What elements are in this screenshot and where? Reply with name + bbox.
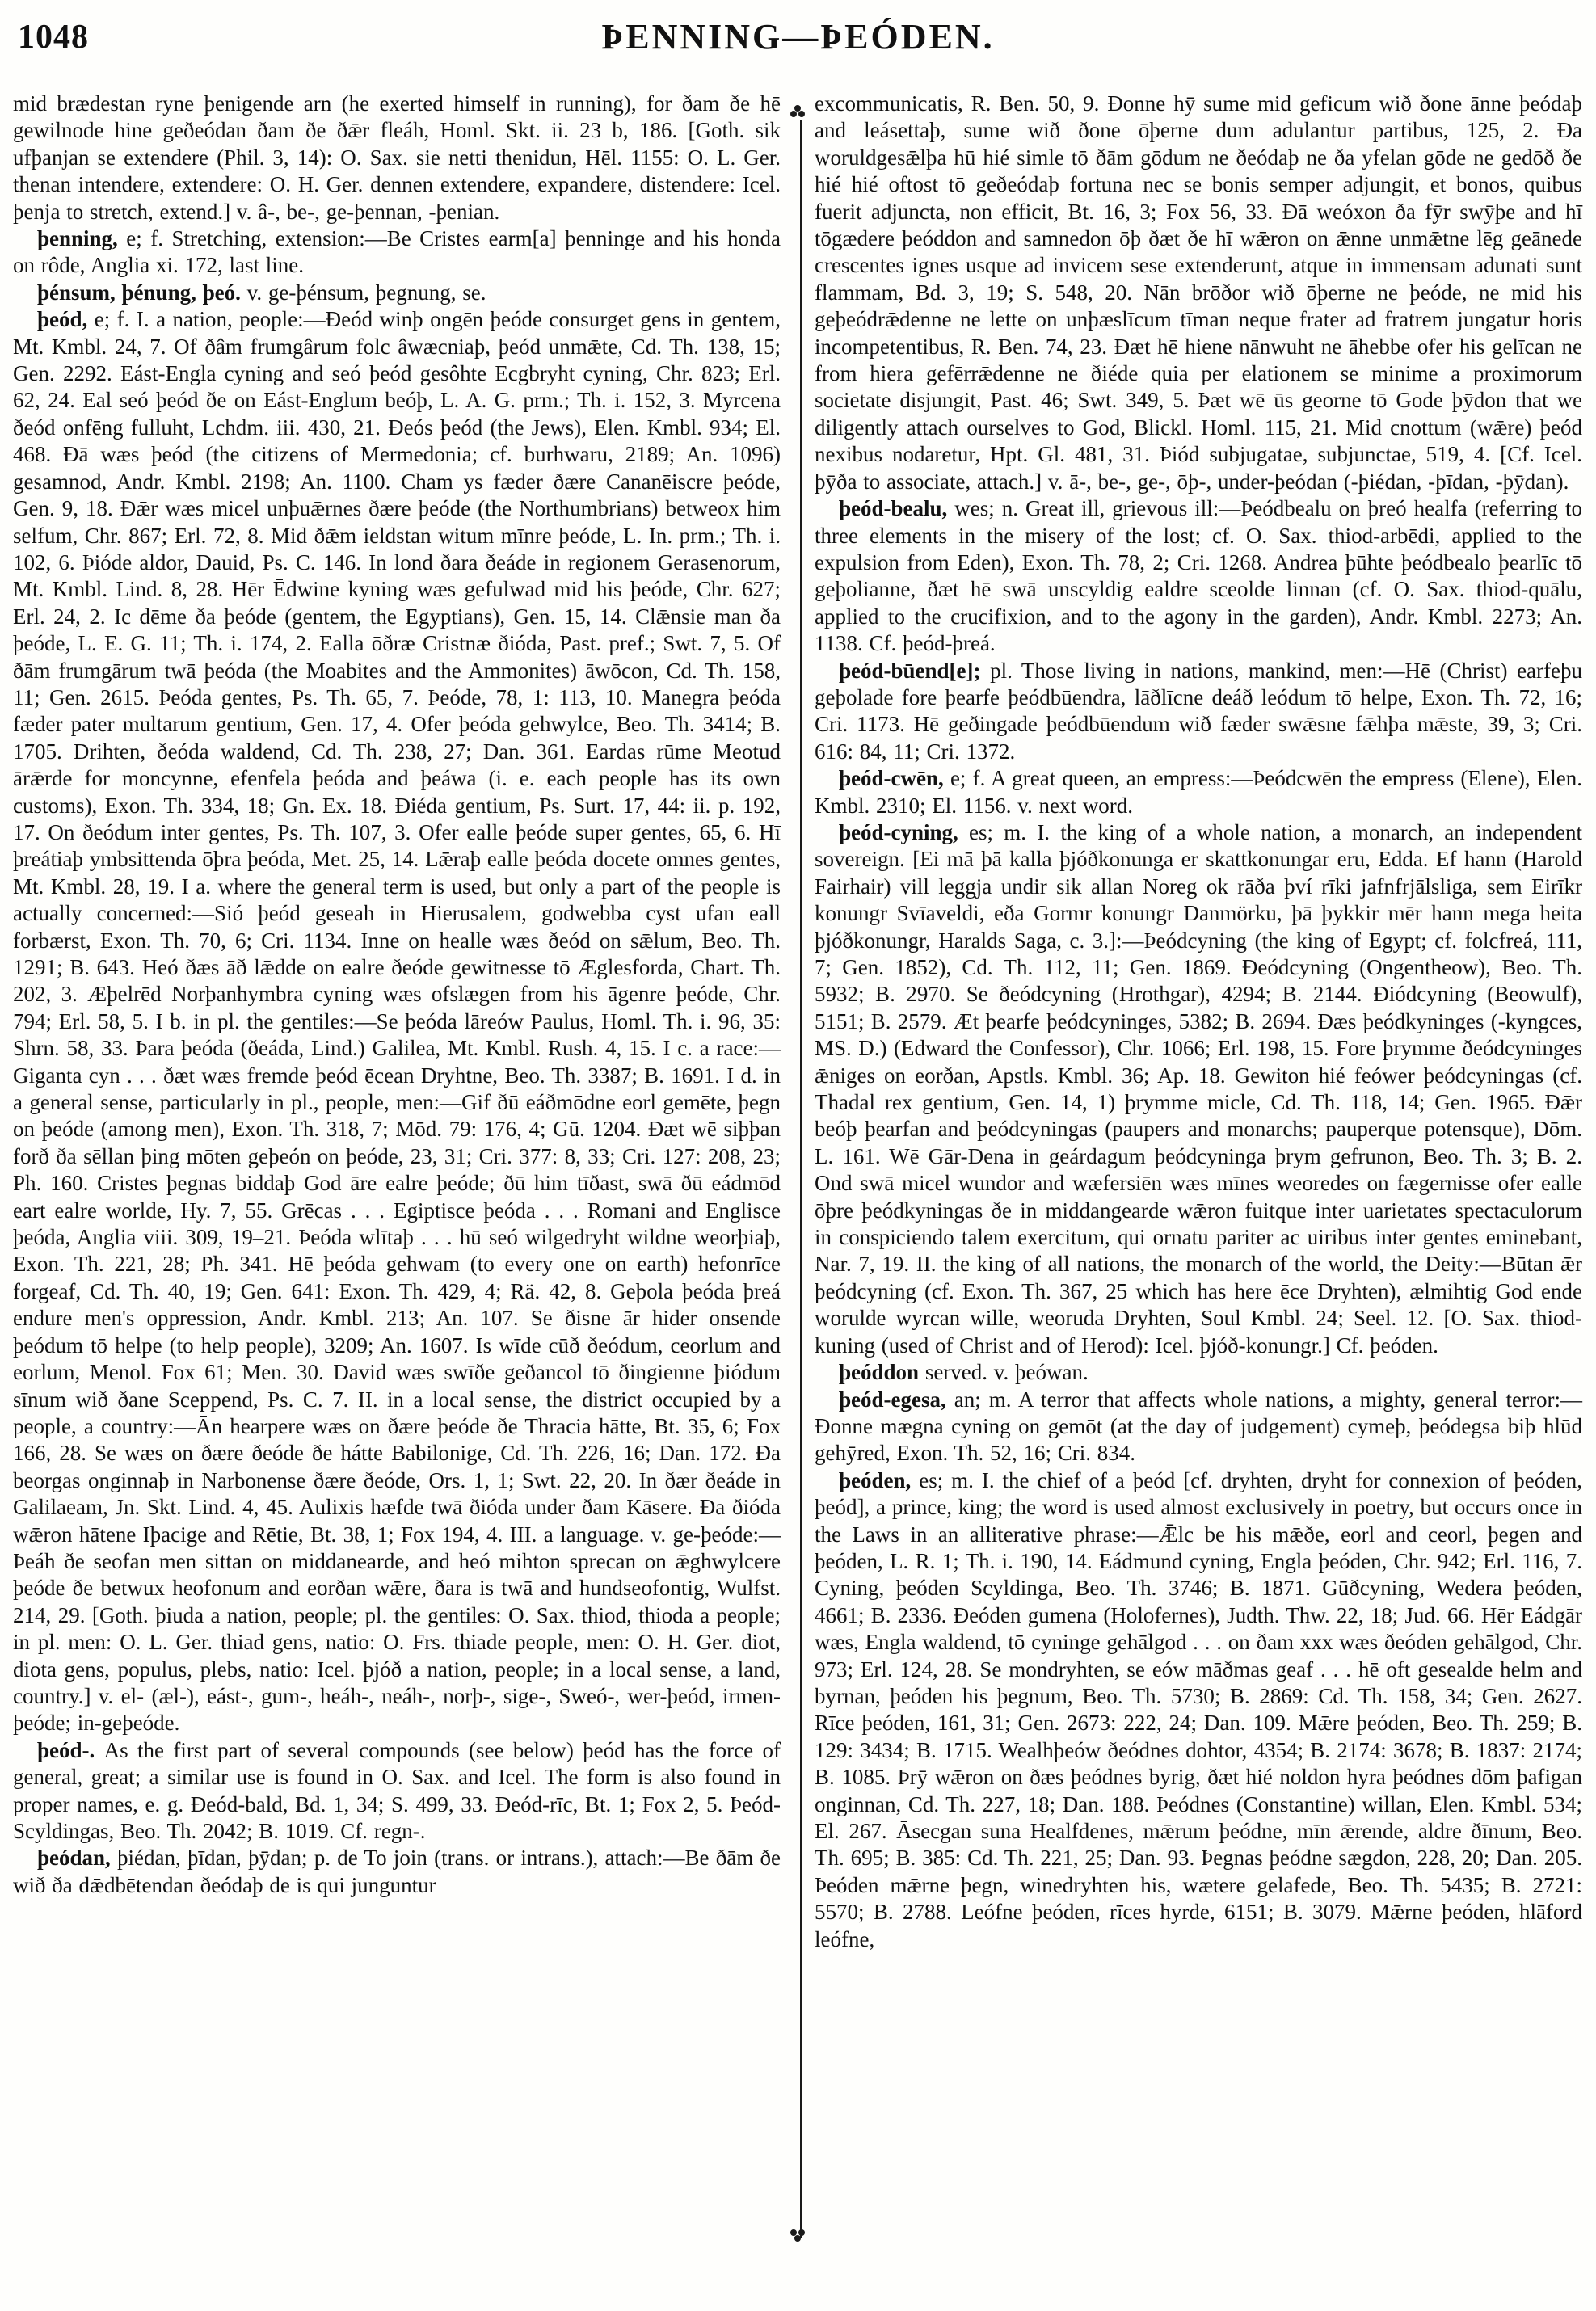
entry-headword: þeód, <box>37 307 95 332</box>
continuation-paragraph: excommunicatis, R. Ben. 50, 9. Ðonne hȳ sume mid geficum wið ðone ānne þeódaþ and leásettaþ, sume wið ðone ōþerne dum adulantur partibus, 125, 2. Ða woruldgesǣlþa hū hié simle tō ðām gōdum ne ðeódaþ ne ða yfelan gōde ne gedōð ðe hié hié oftost tō geðeódaþ fortuna nec se bonis semper adjungit, et bonos, quibus fuerit adjuncta, non efficit, Bt. 16, 3; Fox 56, 33. Ðā weóxon ða fȳr swȳþe and hī tōgædere þeóddon and samnedon ōþ ðæt ðe hī wǣron on ǣnne unmǣtne lēg geānede crescentes ignes usque ad invicem sese extenderunt, atque in immensam adunati sunt flammam, Bd. 3, 19; S. 548, 20. Nān brōðor wið ōþerne ne þeóde, ne mid his geþeódrǣdenne ne lette on unþæslīcum tīman neque frater ad fratrem jungatur horis incompetentibus, R. Ben. 74, 23. Ðæt hē hiene nānwuht ne āhebbe ofer his gelīcan ne from hiera gefērrǣdenne ne ðiéde quia per elationem se minime a proximorum societate disjungit, Past. 46; Swt. 349, 5. Þæt wē ūs georne tō Gode þȳdon that we diligently attach ourselves to God, Blickl. Homl. 115, 21. Mid cnottum (wǣre) þeód nexibus nodaretur, Hpt. Gl. 481, 31. Þiód subjugatae, subjunctae, 519, 4. [Cf. Icel. þȳða to associate, attach.] v. ā-, be-, ge-, ōþ-, under-þeódan (-þiédan, -þīdan, -þȳdan). <box>815 91 1582 494</box>
dictionary-entry: þénsum, þénung, þeó. v. ge-þénsum, þegnung, se. <box>37 280 486 305</box>
entry-headword: þeód-bealu, <box>839 496 955 521</box>
entry-headword: þeóden, <box>839 1467 920 1492</box>
dictionary-entry: þeód-cwēn, e; f. A great queen, an empress:—Þeódcwēn the empress (Elene), Elen. Kmbl. 2310; El. 1156. v. next word. <box>815 766 1583 818</box>
dictionary-entry: þeód-. As the first part of several compounds (see below) þeód has the force of general, great; a similar use is found in O. Sax. and Icel. The form is also found in proper names, e. g. Ðeód-bald, Bd. 1, 34; S. 499, 33. Ðeód-rīc, Bt. 1; Fox 2, 5. Þeód-Scyldingas, Beo. Th. 2042; B. 1019. Cf. regn-. <box>13 1737 781 1843</box>
continuation-paragraph: mid brædestan ryne þenigende arn (he exerted himself in running), for ðam ðe hē gewilnode hine geðeódan ðam ðe ðǣr fleáh, Homl. Skt. ii. 23 b, 186. [Goth. sik ufþanjan se extendere (Phil. 3, 14): O. Sax. sie netti thenidun, Hēl. 1155: O. L. Ger. thenan intendere, extendere: O. H. Ger. dennen extendere, expandere, distendere: Icel. þenja to stretch, extend.] v. â-, be-, ge-þennan, -þenian. <box>13 91 781 224</box>
dictionary-entry: þeód-bealu, wes; n. Great ill, grievous ill:—Þeódbealu on þreó healfa (referring to three elements in the misery of the lost; cf. O. Sax. thiod-arbēdi, applied to the expulsion from Eden), Exon. Th. 78, 2; Cri. 1268. Andrea þūhte þeódbealo þearlīc tō geþolianne, ðæt hē swā unscyldig ealdre sceolde linnan (cf. O. Sax. thiod-quālu, applied to the crucifixion, and to the agony in the garden), Andr. Kmbl. 2273; An. 1138. Cf. þeód-þreá. <box>815 496 1582 656</box>
entry-headword: þeód-egesa, <box>839 1387 954 1412</box>
dictionary-entry: þeód, e; f. I. a nation, people:—Ðeód winþ ongēn þeóde consurget gens in gentem, Mt. Kmbl. 24, 7. Of ðâm frumgârum folc âwæcniaþ, þeód unmǣte, Cd. Th. 138, 15; Gen. 2292. Eást-Engla cyning and seó þeód gesôhte Ecgbryht cyning, Chr. 823; Erl. 62, 24. Eal seó þeód ðe on Eást-Englum beóþ, L. A. G. prm.; Th. i. 152, 3. Myrcena ðeód onfēng fulluht, Lchdm. iii. 430, 21. Ðeós þeód (the Jews), Elen. Kmbl. 934; El. 468. Ðā wæs þeód (the citizens of Mermedonia; cf. burhwaru, 2189; An. 1096) gesamnod, Andr. Kmbl. 2198; An. 1100. Cham ys fæder ðære Cananēiscre þeóde, Gen. 9, 18. Ðǣr wæs micel unþuǣrnes ðære þeóde (the Northumbrians) betweox him selfum, Chr. 867; Erl. 72, 8. Mid ðǣm ieldstan witum mīnre þeóde, L. In. prm.; Th. i. 102, 6. Þióde aldor, Dauid, Ps. C. 146. In lond ðara ðeáde in regionem Gerasenorum, Mt. Kmbl. Lind. 8, 28. Hēr Ēdwine kyning wæs gefulwad mid his þeóde, Chr. 627; Erl. 24, 2. Ic dēme ða þeóde (gentem, the Egyptians), Gen. 15, 14. Clǣnsie man ða þeóde, L. E. G. 11; Th. i. 174, 2. Ealla ōðræ Cristnæ ðióda, Past. pref.; Swt. 7, 5. Of ðām frumgārum twā þeóda (the Moabites and the Ammonites) āwōcon, Cd. Th. 158, 11; Gen. 2615. Þeóda gentes, Ps. Th. 65, 7. Þeóde, 78, 1: 113, 10. Manegra þeóda fæder pater multarum gentium, Gen. 17, 4. Ofer þeóda gehwylce, Beo. Th. 3414; B. 1705. Drihten, ðeóda waldend, Cd. Th. 238, 27; Dan. 361. Eardas rūme Meotud ārǣrde for moncynne, efenfela þeóda and þeáwa (i. e. each people has its own customs), Exon. Th. 334, 18; Gn. Ex. 18. Ðiéda gentium, Ps. Surt. 17, 44: ii. p. 192, 17. On ðeódum inter gentes, Ps. Th. 107, 3. Ofer ealle þeóde super gentes, 65, 6. Hī þreátiaþ ymbsittenda ōþra þeóda, Met. 25, 14. Lǣraþ ealle þeóda docete omnes gentes, Mt. Kmbl. 28, 19. I a. where the general term is used, but only a part of the people is actually concerned:—Sió þeód geseah in Hierusalem, godwebba cyst ufan eall forbærst, Exon. Th. 70, 6; Cri. 1134. Inne on healle wæs ðeód on sǣlum, Beo. Th. 1291; B. 643. Heó ðæs āð lǣdde on ealre ðeóde gewitnesse tō Æglesforda, Chart. Th. 202, 3. Æþelrēd Norþanhymbra cyning wæs ofslægen from his āgenre þeóde, Chr. 794; Erl. 58, 5. I b. in pl. the gentiles:—Se þeóda lāreów Paulus, Homl. Th. i. 96, 35: Shrn. 58, 33. Þara þeóda (ðeáda, Lind.) Galilea, Mt. Kmbl. Rush. 4, 15. I c. a race:—Giganta cyn . . . ðæt wæs fremde þeód ēcean Dryhtne, Beo. Th. 3387; B. 1691. I d. in a general sense, particularly in pl., people, men:—Gif ðū eáðmōdne eorl gemēte, þegn on þeóde (among men), Exon. Th. 318, 7; Mōd. 79: 176, 4; Gū. 1204. Ðæt wē siþþan forð ða sēllan þing mōten geþeón on þeóde, 23, 31; Cri. 377: 8, 33; Cri. 127: 208, 23; Ph. 160. Cristes þegnas biddaþ God āre ealre þeóde; ðū him tīðast, swā ðū eádmōd eart ealre worlde, Hy. 7, 55. Grēcas . . . Egiptisce þeóda . . . Romani and Englisce þeóda, Anglia viii. 309, 19–21. Þeóda wlītaþ . . . hū seó wilgedryht wildne weorþiaþ, Exon. Th. 221, 28; Ph. 341. Hē þeóda gehwam (to every one on earth) hefonrīce forgeaf, Cd. Th. 40, 19; Gen. 641: Exon. Th. 429, 4; Rä. 42, 8. Geþola þeóda þreá endure men's oppression, Andr. Kmbl. 213; An. 107. Se ðisne ār hider onsende þeódum tō helpe (to help people), 3209; An. 1607. Is wīde cūð ðeódum, ceorlum and eorlum, Menol. Fox 61; Men. 30. David wæs swīðe geðancol tō ðingienne þiódum sīnum wið ðane Sceppend, Ps. C. 7. II. in a local sense, the district occupied by a people, a country:—Ān hearpere wæs on ðære þeóde ðe Thracia hātte, Bt. 35, 6; Fox 166, 28. Se wæs on ðære ðeóde ðe hátte Babilonige, Cd. Th. 226, 16; Dan. 172. Ða beorgas onginnaþ in Narbonense ðære ðeóde, Ors. 1, 1; Swt. 22, 20. In ðær ðeáde in Galilaeam, Jn. Skt. Lind. 4, 45. Aulixis hæfde twā ðióda under ðam Kāsere. Ða ðióda wǣron hātene Iþacige and Rētie, Bt. 38, 1; Fox 194, 4. III. a language. v. ge-þeóde:—Þeáh ðe seofan men sittan on middanearde, and heó mihton sprecan on ǣghwylcere þeóde ðe betwux heofonum and eorðan wǣre, ðara is twā and hundseofontig, Wulfst. 214, 29. [Goth. þiuda a nation, people; pl. the gentiles: O. Sax. thiod, thioda a people; in pl. men: O. L. Ger. thiad gens, natio: O. Frs. thiade people, men: O. H. Ger. diot, diota gens, populus, plebs, natio: Icel. þjóð a nation, people; in a local sense, a land, country.] v. el- (æl-), eást-, gum-, heáh-, neáh-, norþ-, sige-, Sweó-, wer-þeód, irmen-þeóde; in-geþeóde. <box>13 307 781 1736</box>
right-column <box>815 91 1582 2290</box>
entry-headword: þénsum, þénung, þeó. <box>37 280 247 305</box>
dictionary-entry: þeóddon served. v. þeówan. <box>839 1360 1089 1385</box>
entry-headword: þeóddon <box>839 1360 925 1385</box>
dictionary-entry: þeóden, es; m. I. the chief of a þeód [cf. dryhten, dryht for connexion of þeóden, þeód], a prince, king; the word is used almost exclusively in poetry, but occurs once in the Laws in an alliterative phrase:—Ǣlc be his mǣðe, eorl and ceorl, þegen and þeóden, L. R. 1; Th. i. 190, 14. Eádmund cyning, Engla þeóden, Chr. 942; Erl. 116, 7. Cyning, þeóden Scyldinga, Beo. Th. 3746; B. 1871. Gūðcyning, Wedera þeóden, 4661; B. 2336. Ðeóden gumena (Holofernes), Judth. Thw. 22, 18; Jud. 66. Hēr Eádgār wæs, Engla waldend, tō cyninge gehālgod . . . on ðam xxx wæs ðeóden gehālgod, Chr. 973; Erl. 124, 28. Se mondryhten, se eów māðmas geaf . . . hē oft gesealde helm and byrnan, þeóden his þegnum, Beo. Th. 5730; B. 2869: Cd. Th. 158, 34; Gen. 2627. Rīce þeóden, 161, 31; Gen. 2673: 222, 24; Dan. 109. Mǣre þeóden, Beo. Th. 259; B. 129: 3434; B. 1715. Wealhþeów ðeódnes dohtor, 4354; B. 2174: 3678; B. 1837: 2174; B. 1085. Þrȳ wǣron on ðæs þeódnes byrig, ðæt hié noldon hyra þeódnes dōm þafigan onginnan, Cd. Th. 227, 18; Dan. 188. Þeódnes (Constantine) willan, Elen. Kmbl. 534; El. 267. Āsecgan suna Healfdenes, mǣrum þeódne, mīn ǣrende, aldre ðīnum, Beo. Th. 695; B. 385: Cd. Th. 221, 25; Dan. 93. Þegnas þeódne sægdon, 228, 20; Dan. 205. Þeóden mǣrne þegn, winedryhten his, wætere gelafede, Beo. Th. 5435; B. 2721: 5570; B. 2788. Leófne þeóden, rīces hyrde, 6151; B. 3079. Mǣrne þeóden, hlāford leófne, <box>815 1467 1582 1951</box>
entry-headword: þeódan, <box>37 1846 118 1871</box>
dictionary-entry: þeód-egesa, an; m. A terror that affects whole nations, a mighty, general terror:—Ðonne mægna cyning on gemōt (at the day of judgement) cymeþ, þeódegsa biþ hlūd gehȳred, Exon. Th. 52, 16; Cri. 834. <box>815 1387 1582 1466</box>
dictionary-entry: þeód-cyning, es; m. I. the king of a whole nation, a monarch, an independent sovereign. [Ei mā þā kalla þjóðkonunga er skattkonungar eru, Edda. Ef hann (Harold Fairhair) vill leggja undir sik allan Noreg ok rāða því rīki jafnfrjālsliga, sem Eirīkr konungr Svīaveldi, eða Gormr konungr Danmörku, þā þykkir mēr hann mega heita þjóðkonungr, Haralds Saga, c. 3.]:—Þeódcyning (the king of Egypt; cf. folcfreá, 111, 7; Gen. 1852), Cd. Th. 112, 11; Gen. 1869. Ðeódcyning (Ongentheow), Beo. Th. 5932; B. 2970. Se ðeódcyning (Hrothgar), 4294; B. 2144. Ðiódcyning (Beowulf), 5151; B. 2579. Æt þearfe þeódcyninges, 5382; B. 2694. Ðæs þeódkyninges (-kyngces, MS. D.) (Edward the Confessor), Chr. 1066; Erl. 198, 15. Fore þrymme ðeódcyninges ǣniges on eorðan, Apstls. Kmbl. 36; Ap. 18. Gewiton hié feówer þeódcyningas (cf. Thadal rex gentium, Gen. 14, 1) þrymme micle, Cd. Th. 118, 14; Gen. 1965. Ðǣr beóþ þearfan and þeódcyningas (paupers and monarchs; pauperque potensque), Dōm. L. 161. Wē Gār-Dena in geárdagum þeódcyninga þrym gefrunon, Beo. Th. 3; B. 2. Ond swā micel wundor and wæfersiēn wæs mīnes weoredes on fægernisse ofer ealle ōþre þeódkyningas ðe in middangearde wǣron fuitque inter uarietates spectaculorum in conspiciendo talem exercitum, qui ornatu pariter ac uiribus inter gentes eminebant, Nar. 7, 19. II. the king of all nations, the monarch of the world, the Deity:—Būtan ǣr þeódcyning (cf. Exon. Th. 367, 25 which has here ēce Dryhten), ælmihtig God ende worulde wyrcan wille, weoruda Dryhten, Soul Kmbl. 24; Seel. 12. [O. Sax. thiod-kuning (used of Christ and of Herod): Icel. þjóð-konungr.] Cf. þeóden. <box>815 819 1582 1358</box>
entry-headword: þenning, <box>37 226 127 251</box>
entry-headword: þeód-. <box>37 1737 104 1762</box>
entry-headword: þeód-būend[e]; <box>839 658 991 683</box>
page-title: ÞENNING—ÞEÓDEN. <box>601 17 995 57</box>
page-body <box>13 91 1586 2290</box>
left-column <box>13 91 781 2290</box>
entry-headword: þeód-cyning, <box>839 819 970 844</box>
entry-headword: þeód-cwēn, <box>839 766 950 791</box>
dictionary-entry: þeódan, þiédan, þīdan, þȳdan; p. de To join (trans. or intrans.), attach:—Be ðām ðe wið ða dǣdbētendan ðeódaþ de is qui junguntur <box>13 1846 781 1897</box>
dictionary-entry: þeód-būend[e]; pl. Those living in nations, mankind, men:—Hē (Christ) earfeþu geþolade fore þearfe þeódbūendra, lāðlīcne deáð leódum tō helpe, Exon. Th. 72, 16; Cri. 1173. Hē geðingade þeódbūendum wið fæder swǣsne fǣhþa mǣste, 39, 3; Cri. 616: 84, 11; Cri. 1372. <box>815 658 1582 764</box>
page-number: 1048 <box>18 19 89 56</box>
dictionary-entry: þenning, e; f. Stretching, extension:—Be Cristes earm[a] þenninge and his honda on rôde, Anglia xi. 172, last line. <box>13 226 781 278</box>
